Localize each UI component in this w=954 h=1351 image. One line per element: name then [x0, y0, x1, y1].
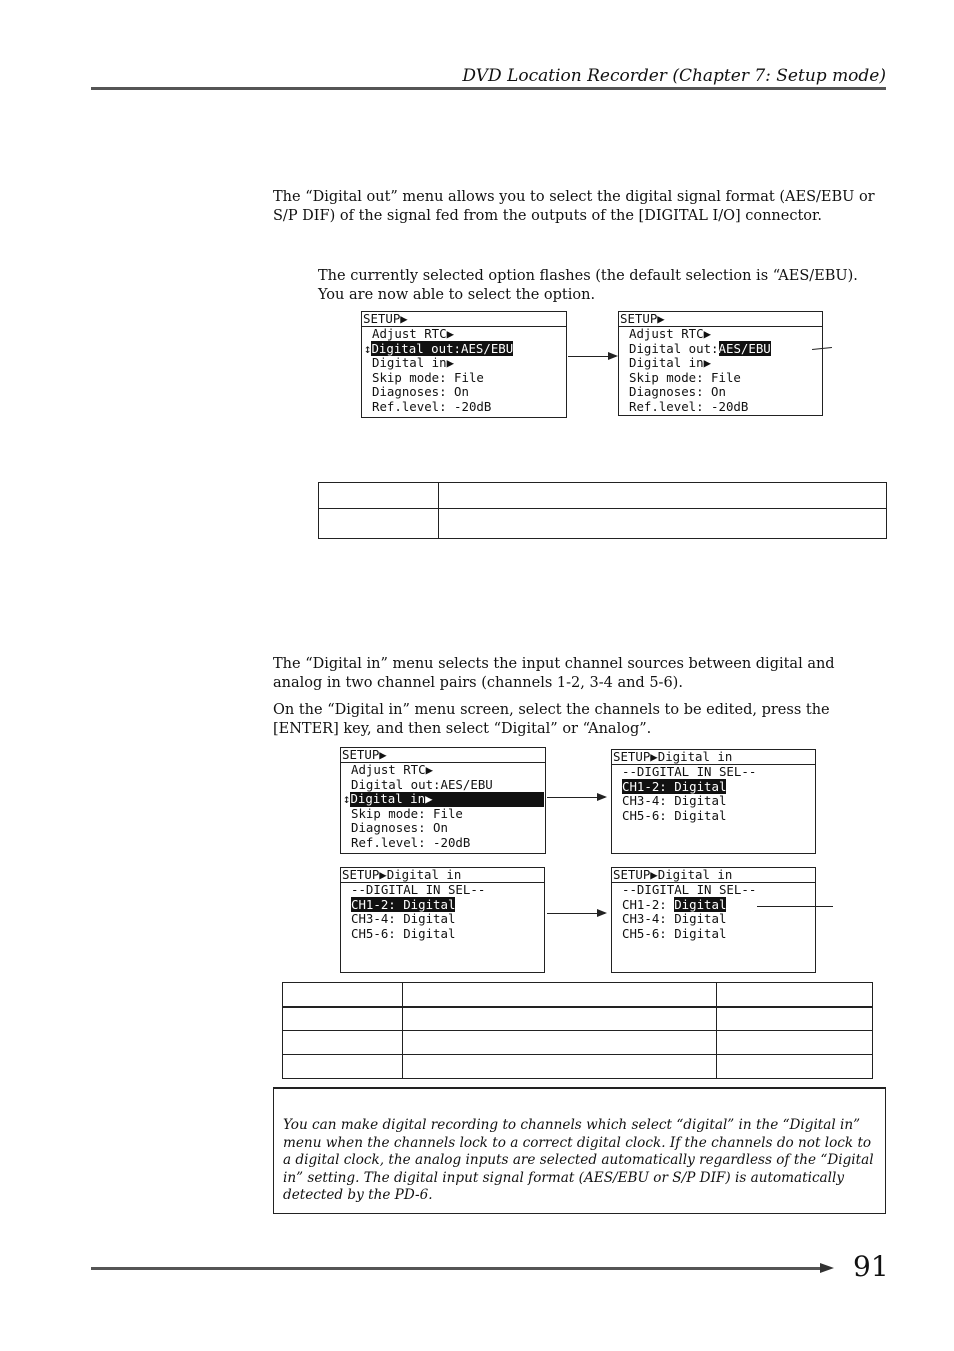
lcd-digital-in-sel — [611, 749, 816, 854]
lcd-header: SETUP▶ — [619, 312, 822, 327]
lcd-row: CH5-6: Digital — [622, 807, 727, 823]
lcd-row: Diagnoses: On — [351, 820, 448, 835]
lcd-row: Adjust RTC▶ — [351, 762, 434, 777]
lcd-flashing-value: AES/EBU — [718, 340, 771, 356]
table-cell — [717, 1055, 873, 1079]
lcd-row: Adjust RTC▶ — [372, 326, 455, 341]
lcd-header: SETUP▶Digital in — [612, 750, 815, 765]
table-cell — [319, 509, 439, 539]
lcd-setup-menu-digital-in — [340, 747, 546, 854]
lcd-row: Digital in▶ — [629, 355, 712, 370]
digital-in-intro: The “Digital in” menu selects the input channel sources between digital and analog in two channel pairs (channels 1-2, 3-4 and 5-6). — [273, 656, 835, 691]
lcd-highlight: CH1-2: Digital — [622, 778, 727, 794]
table-cell — [717, 1031, 873, 1055]
lcd-header: SETUP▶ — [362, 312, 566, 327]
lcd-row: CH5-6: Digital — [351, 925, 456, 941]
lcd-row: CH3-4: Digital — [351, 911, 456, 926]
table-cell — [283, 1007, 403, 1031]
table-cell — [283, 1055, 403, 1079]
table-cell — [439, 509, 887, 539]
table-cell — [283, 983, 403, 1007]
header-rule — [91, 87, 886, 90]
digital-in-instruction: On the “Digital in” menu screen, select the channels to be edited, press the [ENTER] key, and then select “Digital” or “Analog”. — [273, 702, 830, 737]
arrow-icon — [568, 356, 616, 357]
note-text: You can make digital recording to channels which select “digital” in the “Digital in” menu when the channels lock to a correct digital clock. If the channels do not lock to a digital clock, the analog inputs are selected automatically regardless of the “Digital in” setting. The digital input signal format (AES/EBU or S/P DIF) is automatically detected by the PD-6. — [283, 1117, 874, 1203]
lcd-highlight: Digital out:AES/EBU — [371, 340, 514, 356]
lcd-setup-menu-before — [361, 311, 567, 418]
lcd-highlight: CH1-2: Digital — [351, 896, 456, 912]
lcd-row: --DIGITAL IN SEL-- — [351, 882, 486, 897]
lcd-setup-menu-after — [618, 311, 823, 416]
footer-rule — [91, 1267, 826, 1270]
arrow-icon — [547, 913, 605, 914]
cursor-icon: ↕ — [343, 791, 351, 806]
callout-line — [757, 906, 833, 907]
lcd-row: Ref.level: -20dB — [629, 398, 749, 414]
lcd-row: Skip mode: File — [629, 369, 741, 385]
lcd-header: SETUP▶Digital in — [612, 868, 815, 883]
table-cell — [283, 1031, 403, 1055]
lcd-row: --DIGITAL IN SEL-- — [622, 764, 757, 779]
lcd-row-label: Digital out: — [629, 340, 719, 356]
lcd-row-label: CH1-2: — [622, 896, 675, 912]
lcd-row-selected — [612, 780, 815, 795]
lcd-highlight: Digital in▶ — [350, 792, 544, 807]
lcd-row: Diagnoses: On — [629, 384, 726, 399]
digital-out-step-note: The currently selected option flashes (the default selection is “AES/EBU). You are now able to select the option. — [318, 268, 858, 303]
lcd-digital-in-sel-selected — [340, 867, 545, 973]
arrow-right-icon — [820, 1263, 834, 1273]
page-number: 91 — [853, 1250, 889, 1283]
table-cell — [717, 1007, 873, 1031]
lcd-row: --DIGITAL IN SEL-- — [622, 882, 757, 897]
lcd-row: CH5-6: Digital — [622, 925, 727, 941]
cursor-icon: ↕ — [364, 340, 372, 356]
table-cell — [439, 483, 887, 509]
lcd-row-selected — [341, 898, 544, 913]
digital-out-options-table — [318, 482, 887, 539]
table-cell — [403, 983, 717, 1007]
lcd-row: Skip mode: File — [372, 369, 484, 385]
lcd-row-editing — [612, 898, 815, 913]
table-cell — [717, 983, 873, 1007]
lcd-row: Digital out:AES/EBU — [351, 776, 493, 792]
lcd-header: SETUP▶Digital in — [341, 868, 544, 883]
lcd-row-selected — [341, 792, 545, 807]
lcd-row: CH3-4: Digital — [622, 911, 727, 926]
lcd-row: Ref.level: -20dB — [351, 834, 471, 850]
digital-in-options-table — [282, 982, 873, 1079]
lcd-row: Adjust RTC▶ — [629, 326, 712, 341]
lcd-row: Digital in▶ — [372, 355, 455, 370]
table-cell — [403, 1031, 717, 1055]
lcd-row: Skip mode: File — [351, 805, 463, 821]
lcd-row: Ref.level: -20dB — [372, 398, 492, 414]
running-header: DVD Location Recorder (Chapter 7: Setup mode) — [462, 66, 886, 86]
table-cell — [319, 483, 439, 509]
lcd-digital-in-sel-editing — [611, 867, 816, 973]
table-cell — [403, 1055, 717, 1079]
lcd-row: CH3-4: Digital — [622, 793, 727, 808]
lcd-row-editing — [619, 342, 822, 357]
lcd-row: Diagnoses: On — [372, 384, 469, 399]
arrow-icon — [547, 797, 605, 798]
lcd-row-selected — [362, 342, 566, 357]
lcd-flashing-value: Digital — [674, 896, 727, 912]
note-box — [273, 1087, 886, 1214]
lcd-header: SETUP▶ — [341, 748, 545, 763]
digital-out-intro: The “Digital out” menu allows you to select the digital signal format (AES/EBU or S/P DIF) of the signal fed from the outputs of the [DIGITAL I/O] connector. — [273, 189, 875, 224]
table-cell — [403, 1007, 717, 1031]
